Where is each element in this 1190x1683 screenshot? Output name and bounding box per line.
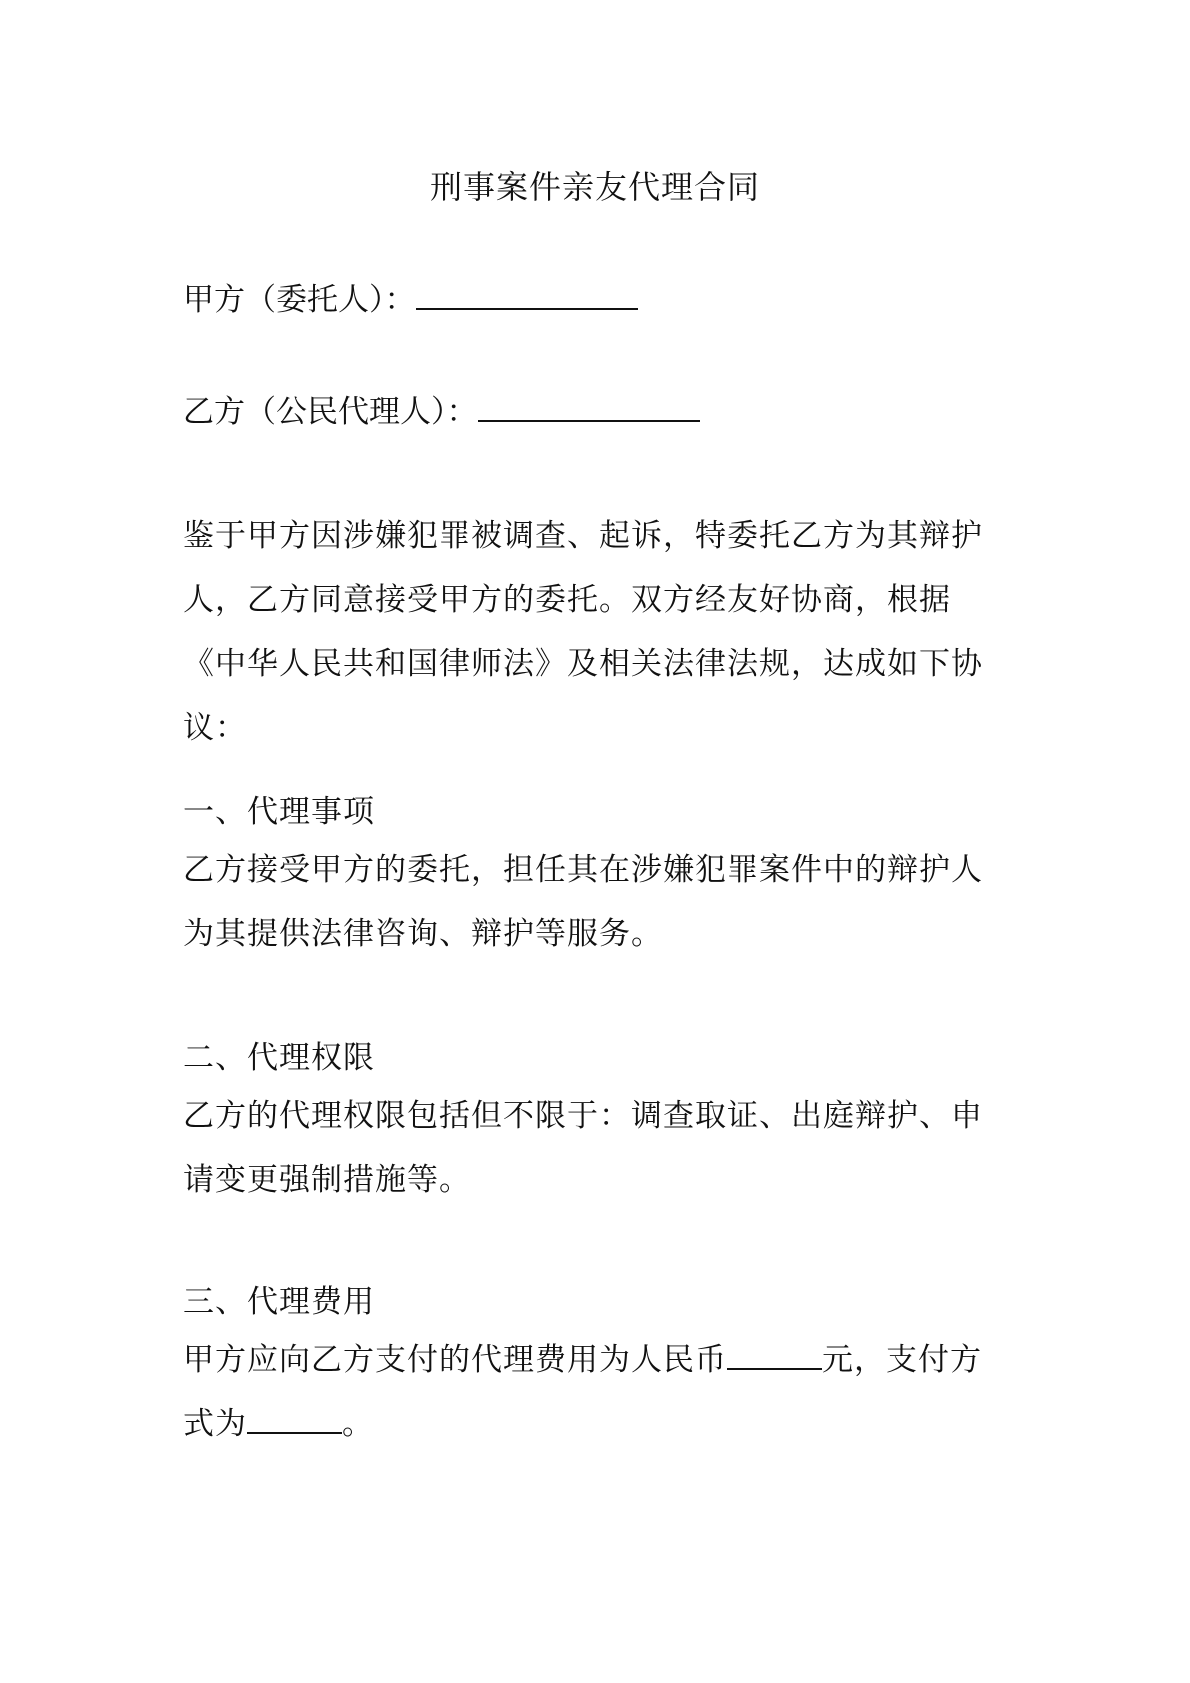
section-heading-fees: 三、代理费用 xyxy=(183,1284,375,1320)
section-line: 为其提供法律咨询、辩护等服务。 xyxy=(183,916,663,952)
fee-line-1 xyxy=(183,1328,1013,1392)
party-b-label: 乙方（公民代理人）： xyxy=(183,394,478,430)
party-a-line xyxy=(183,278,638,322)
preamble-line: 议： xyxy=(183,710,247,746)
section-line: 乙方接受甲方的委托，担任其在涉嫌犯罪案件中的辩护人 xyxy=(183,852,983,888)
section-body-scope xyxy=(183,838,1013,966)
section-body-authority xyxy=(183,1084,1013,1212)
payment-method-blank xyxy=(247,1402,342,1434)
section-line: 请变更强制措施等。 xyxy=(183,1162,471,1198)
party-a-blank xyxy=(416,278,638,310)
section-line: 乙方的代理权限包括但不限于：调查取证、出庭辩护、申 xyxy=(183,1098,983,1134)
section-body-fees xyxy=(183,1328,1013,1456)
preamble-line: 鉴于甲方因涉嫌犯罪被调查、起诉，特委托乙方为其辩护 xyxy=(183,518,983,554)
section-heading-authority: 二、代理权限 xyxy=(183,1040,375,1076)
fee-text: 。 xyxy=(342,1406,374,1442)
party-b-blank xyxy=(478,390,700,422)
fee-text: 元，支付方 xyxy=(822,1342,982,1378)
party-b-line xyxy=(183,390,700,434)
fee-line-2 xyxy=(183,1392,1013,1456)
fee-amount-blank xyxy=(727,1338,822,1370)
preamble-line: 《中华人民共和国律师法》及相关法律法规，达成如下协 xyxy=(183,646,983,682)
party-a-label: 甲方（委托人）： xyxy=(183,282,416,318)
fee-text: 式为 xyxy=(183,1406,247,1442)
section-heading-scope: 一、代理事项 xyxy=(183,794,375,830)
preamble-paragraph xyxy=(183,504,1013,760)
fee-text: 甲方应向乙方支付的代理费用为人民币 xyxy=(183,1342,727,1378)
document-title: 刑事案件亲友代理合同 xyxy=(429,168,760,206)
preamble-line: 人，乙方同意接受甲方的委托。双方经友好协商，根据 xyxy=(183,582,951,618)
